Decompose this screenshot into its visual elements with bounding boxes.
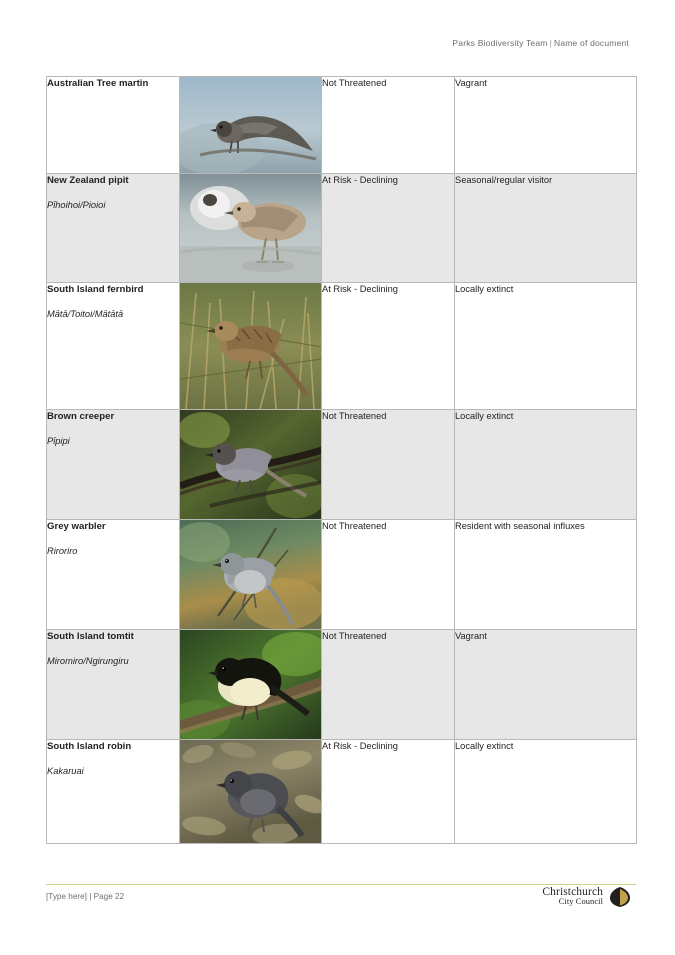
- robin-photo: [180, 740, 322, 843]
- species-name-cell: [47, 283, 180, 410]
- header-right-text: Name of document: [553, 38, 629, 48]
- maori-name: Miromiro/Ngirungiru: [47, 656, 129, 666]
- logo-line-2: City Council: [558, 897, 603, 906]
- threat-status-cell: Not Threatened: [322, 520, 455, 630]
- maori-name: Mātā/Toitoi/Mātātā: [47, 309, 124, 319]
- tomtit-photo: [180, 630, 322, 739]
- brown-creeper-photo: [180, 410, 322, 519]
- common-name: South Island robin: [47, 741, 132, 752]
- maori-name: Pīhoihoi/Pioioi: [47, 200, 106, 210]
- grey-warbler-photo: [180, 520, 322, 629]
- threat-status-cell: Not Threatened: [322, 410, 455, 520]
- species-photo-cell: [180, 283, 322, 410]
- fernbird-photo: [180, 283, 322, 409]
- occurrence-cell: Vagrant: [455, 630, 637, 740]
- occurrence-cell: Seasonal/regular visitor: [455, 174, 637, 283]
- common-name: South Island fernbird: [47, 284, 144, 295]
- occurrence-cell: Vagrant: [455, 77, 637, 174]
- occurrence-cell: Locally extinct: [455, 410, 637, 520]
- species-name-cell: [47, 410, 180, 520]
- common-name: South Island tomtit: [47, 631, 134, 642]
- logo-text: [542, 887, 603, 907]
- species-photo-cell: [180, 174, 322, 283]
- species-name-cell: [47, 520, 180, 630]
- maori-name: Riroriro: [47, 546, 78, 556]
- tree-martin-photo: [180, 77, 322, 173]
- species-photo-cell: [180, 740, 322, 844]
- species-photo-cell: [180, 77, 322, 174]
- page-header: [452, 38, 629, 48]
- common-name: Australian Tree martin: [47, 78, 149, 89]
- table-row: [47, 630, 637, 740]
- occurrence-cell: Resident with seasonal influxes: [455, 520, 637, 630]
- common-name: Brown creeper: [47, 411, 115, 422]
- threat-status-cell: Not Threatened: [322, 630, 455, 740]
- species-photo-cell: [180, 630, 322, 740]
- table-row: [47, 410, 637, 520]
- threat-status-cell: Not Threatened: [322, 77, 455, 174]
- common-name: New Zealand pipit: [47, 175, 129, 186]
- table-row: [47, 740, 637, 844]
- header-left-text: Parks Biodiversity Team: [452, 38, 548, 48]
- table-row: [47, 283, 637, 410]
- table-row: [47, 77, 637, 174]
- occurrence-cell: Locally extinct: [455, 740, 637, 844]
- threat-status-cell: At Risk - Declining: [322, 740, 455, 844]
- footer-divider: [46, 884, 636, 885]
- threat-status-cell: At Risk - Declining: [322, 174, 455, 283]
- pipit-photo: [180, 174, 322, 282]
- species-name-cell: [47, 174, 180, 283]
- council-crest-icon: [609, 886, 631, 908]
- footer-page-text: [Type here] | Page 22: [46, 892, 125, 901]
- header-separator: |: [549, 38, 552, 48]
- threat-status-cell: At Risk - Declining: [322, 283, 455, 410]
- logo-line-1: Christchurch: [542, 886, 603, 898]
- maori-name: Pīpipi: [47, 436, 70, 446]
- species-name-cell: [47, 77, 180, 174]
- species-photo-cell: [180, 410, 322, 520]
- occurrence-cell: Locally extinct: [455, 283, 637, 410]
- maori-name: Kakaruai: [47, 766, 84, 776]
- species-photo-cell: [180, 520, 322, 630]
- species-name-cell: [47, 630, 180, 740]
- christchurch-city-council-logo: [542, 886, 631, 908]
- common-name: Grey warbler: [47, 521, 106, 532]
- species-name-cell: [47, 740, 180, 844]
- species-table: [46, 76, 637, 844]
- table-row: [47, 174, 637, 283]
- table-row: [47, 520, 637, 630]
